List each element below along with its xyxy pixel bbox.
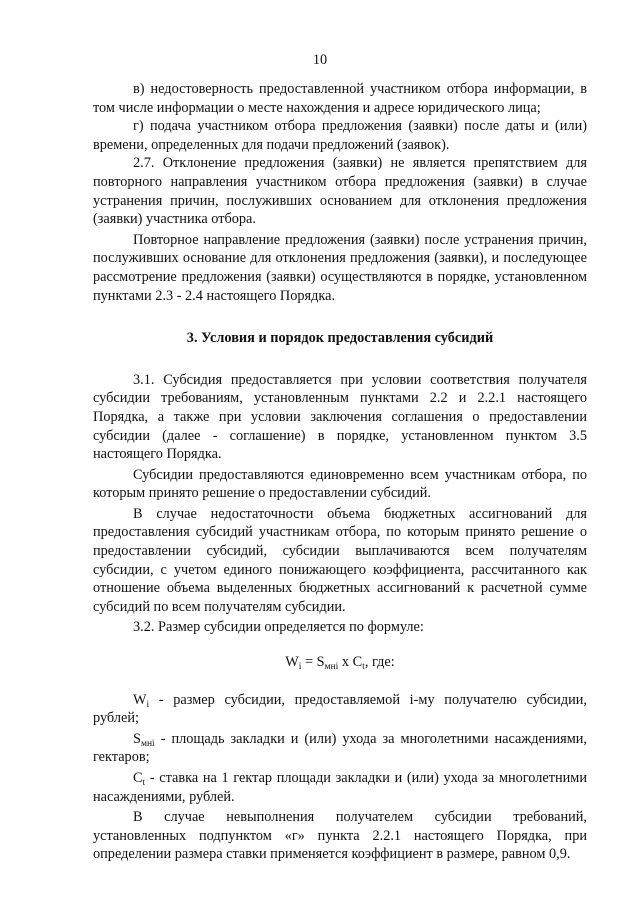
formula-s-sub: мнi (324, 662, 339, 673)
definition-s-text: - площадь закладки и (или) ухода за многолетними насаждениями, гектаров; (93, 730, 587, 766)
formula-eq: = (301, 654, 317, 671)
definition-c-text: - ставка на 1 гектар площади закладки и (или) ухода за многолетними насаждениями, рублей. (93, 770, 587, 805)
formula-where: , где: (364, 654, 395, 671)
repeat-submission-paragraph: Повторное направление предложения (заявки) после устранения причин, послуживших основание для отклонения предложения (заявки), и последующее рассмотрение предложения (заявки) осуществляются в порядке, установленном пунктами 2.3 - 2.4 настоящего Порядка. (93, 231, 587, 304)
document-body (93, 80, 587, 864)
formula-c-sub: t (362, 662, 365, 673)
definition-c (93, 769, 587, 806)
definition-w-symbol: W (133, 691, 147, 708)
definition-w-text: - размер субсидии, предоставляемой i-му получателю субсидии, рублей; (93, 691, 587, 727)
section-3-heading: 3. Условия и порядок предоставления субсидий (186, 330, 494, 347)
definition-s (93, 730, 587, 767)
definition-s-sub: мнi (140, 738, 155, 749)
page-number: 10 (312, 52, 328, 68)
definition-s-symbol: S (133, 730, 141, 747)
item-g-paragraph: г) подача участником отбора предложения (заявки) после даты и (или) времени, определенных для подачи предложений (заявок). (93, 118, 587, 153)
formula-w-sub: i (298, 662, 302, 673)
definition-w-sub: i (146, 699, 150, 710)
clause-2-7-paragraph: 2.7. Отклонение предложения (заявки) не является препятствием для повторного направления участником отбора предложения (заявки) в случае устранения причин, послуживших основанием для отклонения предложения (заявки) участника отбора. (93, 155, 587, 228)
insufficient-funds-paragraph: В случае недостаточности объема бюджетных ассигнований для предоставления субсидий участникам отбора, по которым принято решение о предоставлении субсидий, субсидии выплачиваются всем получателям субсидии, с учетом единого понижающего коэффициента, рассчитанного как отношение объема выделенных бюджетных ассигнований к расчетной сумме субсидий по всем получателям субсидии. (93, 505, 587, 615)
definition-c-sub: t (142, 778, 146, 788)
formula-s: S (316, 654, 325, 671)
penalty-coefficient-paragraph: В случае невыполнения получателем субсидии требований, установленных подпунктом «г» пункта 2.2.1 настоящего Порядка, при определении размера ставки применяется коэффициент в размере, равном 0,9. (93, 809, 587, 863)
clause-3-2-paragraph: 3.2. Размер субсидии определяется по формуле: (133, 619, 424, 636)
formula-w: W (285, 654, 299, 671)
one-time-paragraph: Субсидии предоставляются единовременно всем участникам отбора, по которым принято решение о предоставлении субсидий. (93, 466, 587, 502)
definition-c-symbol: C (133, 770, 143, 786)
definition-w (93, 691, 587, 728)
formula-c: C (352, 654, 363, 671)
subsidy-formula (93, 653, 587, 672)
item-v-paragraph: в) недостоверность предоставленной участником отбора информации, в том числе информации о месте нахождения и адресе юридического лица; (93, 81, 587, 116)
clause-3-1-paragraph: 3.1. Субсидия предоставляется при условии соответствия получателя субсидии требованиям, установленным пунктами 2.2 и 2.2.1 настоящего Порядка, а также при условии заключения соглашения о предоставлении субсидии (далее - соглашение) в порядке, установленном пунктом 3.5 настоящего Порядка. (93, 371, 587, 463)
formula-x: x (338, 654, 353, 671)
